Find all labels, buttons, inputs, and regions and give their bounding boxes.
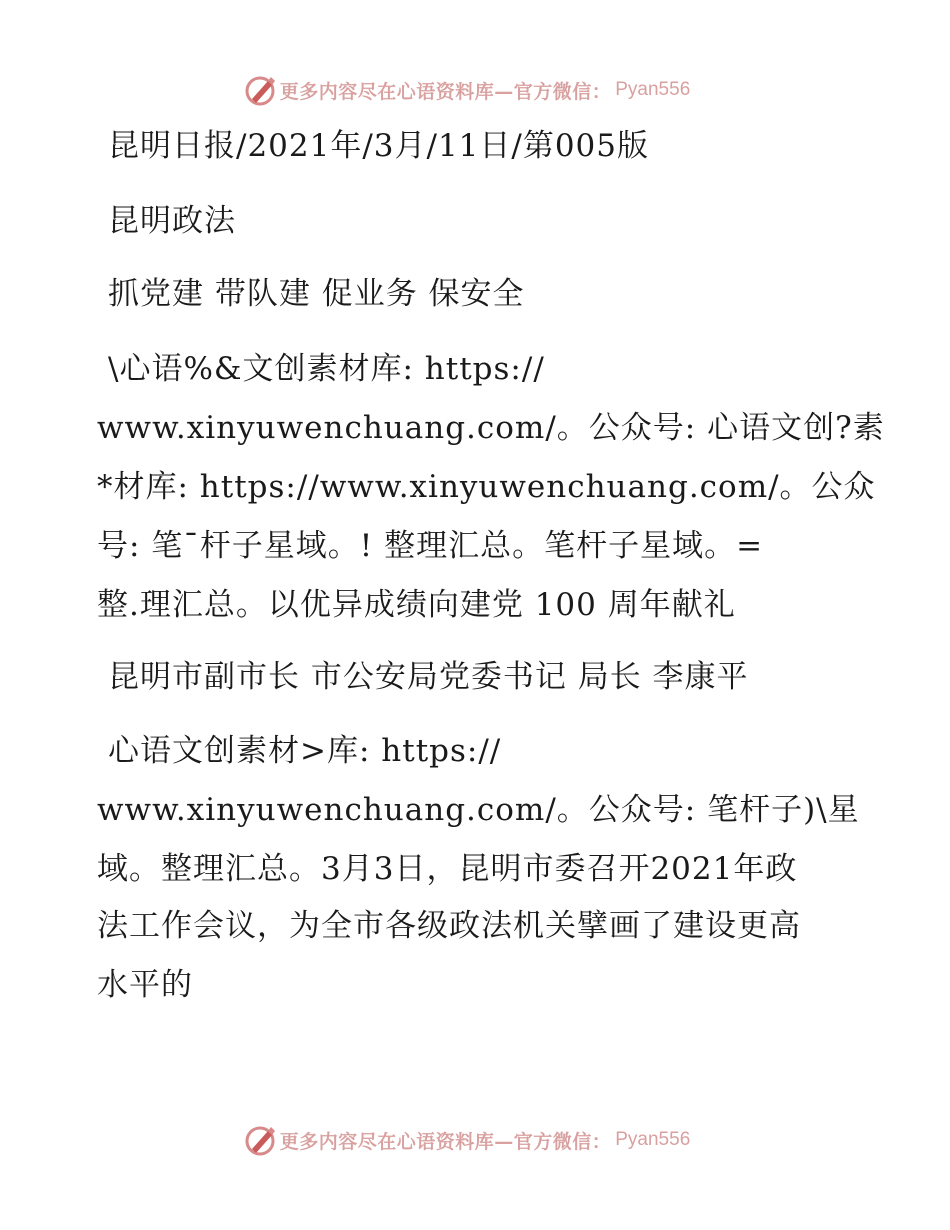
text-line: 昆明市副市长 市公安局党委书记 局长 李康平 bbox=[108, 659, 749, 695]
text-line: 心语文创素材>库: https:// bbox=[108, 733, 502, 769]
footer-watermark-banner bbox=[0, 1120, 950, 1160]
banner-wechat-id: Pyan556 bbox=[615, 79, 691, 100]
header-watermark-banner bbox=[0, 70, 950, 110]
text-line: 昆明政法 bbox=[108, 203, 236, 239]
text-line: 水平的 bbox=[97, 967, 193, 1003]
pen-logo-icon bbox=[244, 1123, 278, 1157]
text-line: 号: 笔¯杆子星域。! 整理汇总。笔杆子星域。= bbox=[97, 528, 764, 564]
banner-text: 更多内容尽在心语资料库—官方微信： bbox=[279, 1130, 612, 1153]
text-line: 域。整理汇总。3月3日，昆明市委召开2021年政 bbox=[97, 851, 798, 887]
text-line: 整.理汇总。以优异成绩向建党 100 周年献礼 bbox=[97, 587, 736, 623]
text-line: 抓党建 带队建 促业务 保安全 bbox=[108, 276, 525, 312]
text-line: \心语%&文创素材库: https:// bbox=[108, 351, 545, 387]
pen-logo-icon bbox=[244, 73, 278, 107]
banner-text: 更多内容尽在心语资料库—官方微信： bbox=[279, 80, 612, 103]
text-line: 昆明日报/2021年/3月/11日/第005版 bbox=[108, 128, 650, 164]
text-line: www.xinyuwenchuang.com/。公众号: 心语文创?素 bbox=[97, 410, 885, 446]
text-line: www.xinyuwenchuang.com/。公众号: 笔杆子)\星 bbox=[97, 792, 860, 828]
banner-wechat-id: Pyan556 bbox=[615, 1129, 691, 1150]
text-line: *材库: https://www.xinyuwenchuang.com/。公众 bbox=[97, 469, 876, 505]
text-line: 法工作会议，为全市各级政法机关擘画了建设更高 bbox=[97, 908, 801, 944]
